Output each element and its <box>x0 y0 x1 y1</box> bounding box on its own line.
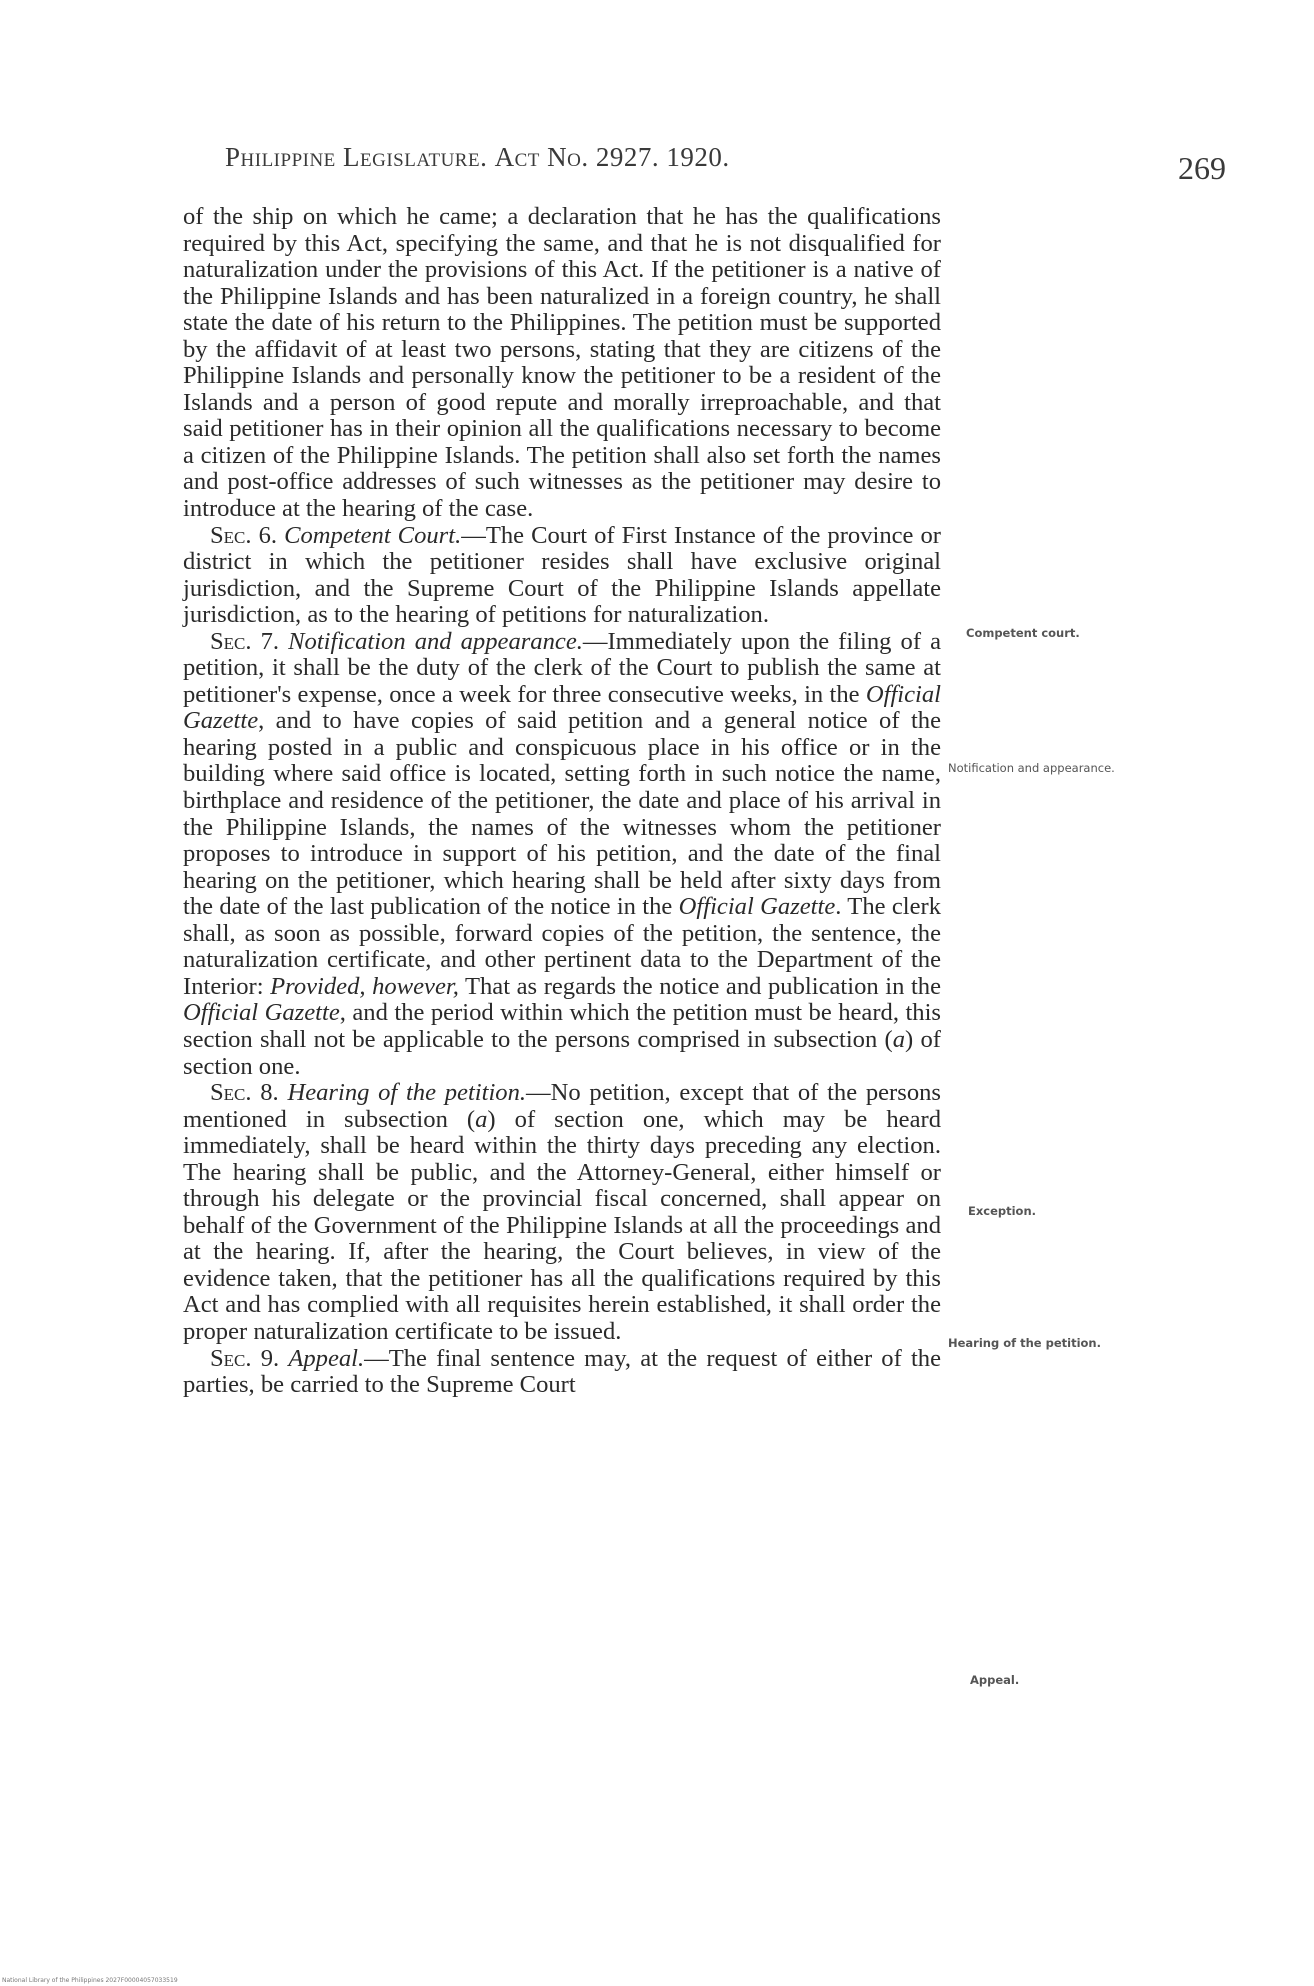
subsection-a: a <box>475 1105 488 1133</box>
page-number: 269 <box>1178 150 1226 186</box>
official-gazette-ref: Official Gazette <box>678 893 836 921</box>
section-6-title: Competent Court. <box>284 521 462 549</box>
margin-note-notification: Notification and appearance. <box>948 761 1115 775</box>
section-7-text-f: ) of section one. <box>183 1025 941 1080</box>
proviso: Provided, however, <box>270 972 459 1000</box>
margin-note-hearing: Hearing of the petition. <box>948 1336 1101 1350</box>
margin-note-appeal: Appeal. <box>970 1673 1020 1687</box>
section-9-text: —The final sentence may, at the request of either of the parties, be carried to the Supreme Court <box>183 1344 941 1399</box>
running-head <box>225 142 730 173</box>
official-gazette-ref: Official Gazette <box>183 680 941 735</box>
section-6 <box>183 523 941 629</box>
section-6-text: —The Court of First Instance of the province or district in which the petitioner resides shall have exclusive original jurisdiction, and the Supreme Court of the Philippine Islands appellate jurisdiction, as to the hearing of petitions for naturalization. <box>183 521 941 629</box>
section-9-title: Appeal. <box>288 1344 365 1372</box>
running-head-year: 1920. <box>666 142 730 172</box>
section-7-title: Notification and appearance. <box>288 627 583 655</box>
body-text <box>183 204 941 1399</box>
section-8-text-b: ) of section one, which may be heard immediately, shall be heard within the thirty days preceding any election. The hearing shall be public, and the Attorney-General, either himself or through his delegate or the provincial fiscal concerned, shall appear on behalf of the Government of the Philippine Islands at all the proceedings and at the hearing. If, after the hearing, the Court believes, in view of the evidence taken, that the petitioner has all the qualifications required by this Act and has complied with all requisites herein established, it shall order the proper naturalization certificate to be issued. <box>183 1105 941 1345</box>
margin-note-competent-court: Competent court. <box>966 626 1080 640</box>
section-8 <box>183 1080 941 1345</box>
section-8-text-a: —No petition, except that of the persons mentioned in subsection ( <box>183 1079 941 1133</box>
section-8-label: Sec. 8. <box>210 1079 279 1107</box>
section-8-title: Hearing of the petition. <box>287 1079 527 1107</box>
section-7-label: Sec. 7. <box>210 627 280 655</box>
official-gazette-ref: Official Gazette <box>183 999 340 1027</box>
section-9-label: Sec. 9. <box>210 1344 280 1372</box>
running-head-legislature: Philippine Legislature. <box>225 142 488 172</box>
running-head-act: Act No. 2927. <box>494 142 660 172</box>
paragraph-continuation: of the ship on which he came; a declaration that he has the qualifications required by this Act, specifying the same, and that he is not disqualified for naturalization under the provisions of this Act. If the petitioner is a native of the Philippine Islands and has been naturalized in a foreign country, he shall state the date of his return to the Philippines. The petition must be supported by the affidavit of at least two persons, stating that they are citizens of the Philippine Islands and personally know the petitioner to be a resident of the Islands and a person of good repute and morally irreproachable, and that said petitioner has in their opinion all the qualifications necessary to become a citizen of the Philippine Islands. The petition shall also set forth the names and post-office addresses of such witnesses as the petitioner may desire to introduce at the hearing of the case. <box>183 203 941 523</box>
section-6-label: Sec. 6. <box>210 521 278 549</box>
section-9 <box>183 1346 941 1399</box>
section-7-text-b: , and to have copies of said petition and a general notice of the hearing posted in a public and conspicuous place in his office or in the building where said office is located, setting forth in such notice the name, birthplace and residence of the petitioner, the date and place of his arrival in the Philippine Islands, the names of the witnesses whom the petitioner proposes to introduce in support of his petition, and the date of the final hearing on the petitioner, which hearing shall be held after sixty days from the date of the last publication of the notice in the <box>183 707 941 921</box>
archive-stamp: National Library of the Philippines 2027F00004057033519 <box>2 1977 178 1984</box>
section-7-text-c: . The clerk shall, as soon as possible, forward copies of the petition, the sentence, the naturalization certificate, and other pertinent data to the Department of the Interior: <box>183 893 941 1000</box>
section-7-text-d: That as regards the notice and publication in the <box>458 972 941 1000</box>
margin-note-exception: Exception. <box>968 1204 1037 1218</box>
section-7-text-e: , and the period within which the petition must be heard, this section shall not be applicable to the persons comprised in subsection ( <box>183 999 941 1053</box>
section-7-text-a: —Immediately upon the filing of a petition, it shall be the duty of the clerk of the Court to publish the same at petitioner's expense, once a week for three consecutive weeks, in the <box>183 627 941 708</box>
section-7 <box>183 629 941 1080</box>
subsection-a: a <box>892 1025 906 1053</box>
